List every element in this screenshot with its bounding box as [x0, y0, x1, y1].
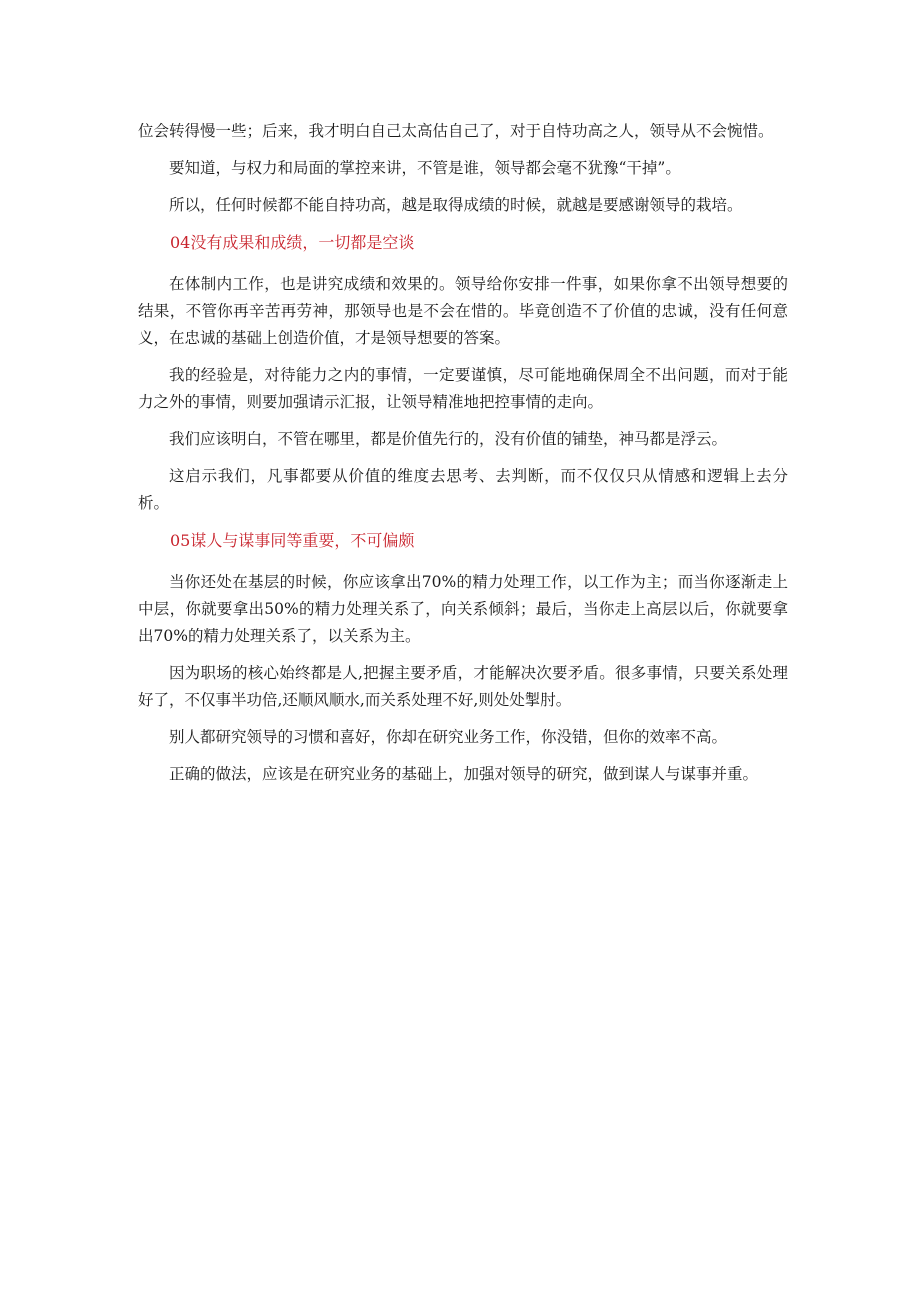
section-heading-04: 04没有成果和成绩，一切都是空谈: [170, 233, 415, 252]
section-heading-05: 05谋人与谋事同等重要，不可偏颇: [170, 531, 415, 550]
paragraph: 所以，任何时候都不能自持功高，越是取得成绩的时候，就越是要感谢领导的栽培。: [169, 196, 743, 214]
paragraph: 这启示我们，凡事都要从价值的维度去思考、去判断，而不仅仅只从情感和逻辑上去分析。: [138, 467, 788, 512]
paragraph: 要知道，与权力和局面的掌控来讲，不管是谁，领导都会毫不犹豫“干掉”。: [169, 159, 681, 177]
paragraph: 因为职场的核心始终都是人,把握主要矛盾，才能解决次要矛盾。很多事情，只要关系处理好了，不仅事半功倍,还顺风顺水,而关系处理不好,则处处掣肘。: [138, 664, 788, 709]
paragraph-continued: 位会转得慢一些；后来，我才明白自己太高估自己了，对于自恃功高之人，领导从不会惋惜。: [138, 122, 774, 140]
paragraph: 当你还处在基层的时候，你应该拿出70%的精力处理工作，以工作为主；而当你逐渐走上中层，你就要拿出50%的精力处理关系了，向关系倾斜；最后，当你走上高层以后，你就要拿出70%的精力处理关系了，以关系为主。: [138, 573, 788, 645]
paragraph: 在体制内工作，也是讲究成绩和效果的。领导给你安排一件事，如果你拿不出领导想要的结果，不管你再辛苦再劳神，那领导也是不会在惜的。毕竟创造不了价值的忠诚，没有任何意义，在忠诚的基础上创造价值，才是领导想要的答案。: [138, 275, 788, 347]
paragraph: 我的经验是，对待能力之内的事情，一定要谨慎，尽可能地确保周全不出问题，而对于能力之外的事情，则要加强请示汇报，让领导精准地把控事情的走向。: [138, 366, 788, 411]
paragraph: 正确的做法，应该是在研究业务的基础上，加强对领导的研究，做到谋人与谋事并重。: [169, 765, 759, 783]
document-page: [138, 118, 788, 798]
paragraph: 我们应该明白，不管在哪里，都是价值先行的，没有价值的铺垫，神马都是浮云。: [169, 430, 728, 448]
paragraph: 别人都研究领导的习惯和喜好，你却在研究业务工作，你没错，但你的效率不高。: [169, 728, 728, 746]
